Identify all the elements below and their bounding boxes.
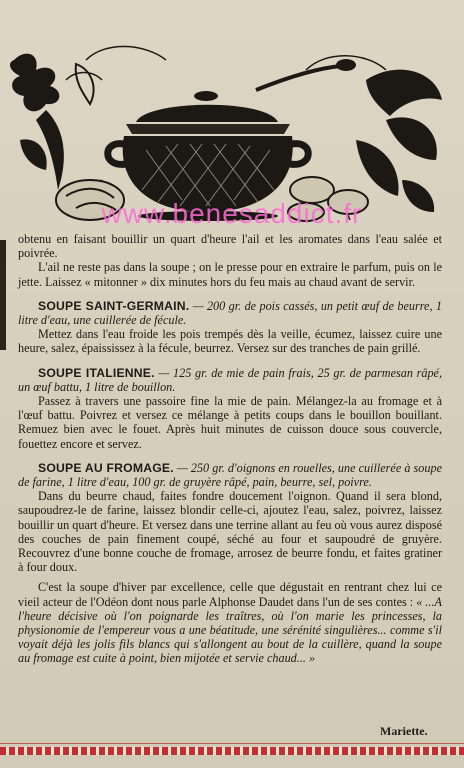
article-body bbox=[18, 232, 442, 666]
recipe-body: Passez à travers une passoire fine la mie de pain. Mélangez-la au fromage et à l'œuf battu. Poivrez et versez ce mélange à petits coups dans le bouillon bouillant. Remuez bien avec le fouet. Après huit minutes de cuisson douce sous couvercle, fouettez encore et servez. bbox=[18, 394, 442, 451]
daudet-quote: « ...A l'heure décisive où l'on poignarde les traîtres, où l'on marie les princesses, la physionomie de l'empereur vous a une béatitude, une sérénité singulières... comme s'il voyait déjà les jolis fils blancs qui s'allongent au bout de la cuillère, quand la soupe au fromage est cuite à point, bien mijotée et servie chaud... » bbox=[18, 594, 442, 666]
vegetables-right-icon bbox=[356, 70, 442, 212]
closing-intro: C'est la soupe d'hiver par excellence, celle que dégustait en rentrant chez lui ce vieil acteur de l'Odéon dont nous parle Alphonse Daudet dans l'un de ses contes : bbox=[18, 580, 442, 609]
recipe-body: Mettez dans l'eau froide les pois trempés dès la veille, écumez, laissez cuire une heure, salez, épaississez à la fécule, beurrez. Versez sur des tranches de pain grillé. bbox=[18, 327, 442, 356]
herbs-left-icon bbox=[10, 54, 93, 190]
recipe-title: SOUPE ITALIENNE. bbox=[38, 365, 155, 380]
margin-mark bbox=[0, 240, 6, 350]
closing-paragraph bbox=[18, 580, 442, 665]
recipe-saint-germain-header bbox=[18, 299, 442, 327]
recipe-ingredients: — 200 gr. de pois cassés, un petit œuf de beurre, 1 litre d'eau, une cuillerée de fécule. bbox=[18, 298, 442, 328]
recipe-title: SOUPE AU FROMAGE. bbox=[38, 460, 174, 475]
recipe-ingredients: — 250 gr. d'oignons en rouelles, une cuillerée à soupe de farine, 1 litre d'eau, 100 gr. de gruyère râpé, pain, beurre, sel, poivre. bbox=[18, 460, 442, 490]
recipe-italienne-header bbox=[18, 366, 442, 394]
recipe-title: SOUPE SAINT-GERMAIN. bbox=[38, 298, 190, 313]
watermark: www.benesaddict.fr bbox=[101, 198, 363, 229]
author-signature: Mariette. bbox=[380, 724, 428, 738]
recipe-fromage-header bbox=[18, 461, 442, 489]
recipe-body: Dans du beurre chaud, faites fondre doucement l'oignon. Quand il sera blond, saupoudrez-le de farine, laissez blondir celle-ci, ajoutez l'eau, salez, poivrez, laissez bouillir un quart d'heure. Et versez dans une terrine allant au feu où vous aurez disposé des couches de pain finement coupé, séché au four et saupoudré de gruyère. Recouvrez d'une bonne couche de fromage, arrosez de beurre fondu, et faites gratiner à four doux. bbox=[18, 489, 442, 575]
intro-paragraph-1: obtenu en faisant bouillir un quart d'heure l'ail et les aromates dans l'eau salée et poivrée. bbox=[18, 232, 442, 261]
recipe-ingredients: — 125 gr. de mie de pain frais, 25 gr. de parmesan râpé, un œuf battu, 1 litre de bouillon. bbox=[18, 365, 443, 394]
divider bbox=[0, 743, 464, 744]
decorative-border bbox=[0, 747, 464, 755]
soup-tureen-illustration bbox=[6, 40, 444, 222]
lid-knob-icon bbox=[194, 91, 218, 101]
intro-paragraph-2: L'ail ne reste pas dans la soupe ; on le presse pour en extraire le parfum, puis on le jette. Laissez « mitonner » dix minutes hors du feu mais au chaud avant de servir. bbox=[18, 260, 442, 289]
